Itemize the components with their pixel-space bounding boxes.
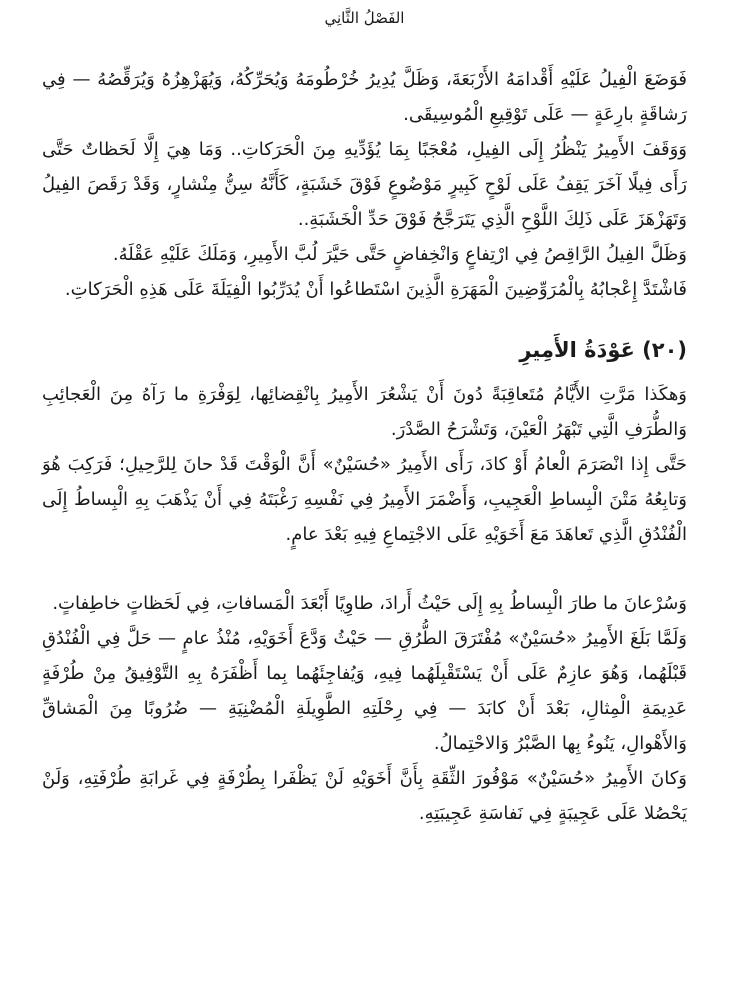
paragraph-gap	[42, 552, 687, 586]
paragraph: وَهكَذا مَرَّتِ الأَيَّامُ مُتَعاقِبَةً دُونَ أَنْ يَشْعُرَ الأَمِيرُ بِانْقِضائِها، لِوَفْرَةِ ما رَآهُ مِنَ الْعَجائِبِ وَالطُّرَفِ الَّتِي تَبْهَرُ الْعَيْنَ، وَتَشْرَحُ الصَّدْرَ.	[42, 384, 687, 440]
section-top-text	[42, 62, 687, 307]
chapter-header: الفَصْلُ الثَّانِي	[324, 9, 405, 27]
paragraph: وَلَمَّا بَلَغَ الأَمِيرُ «حُسَيْنٌ» مُفْتَرَقَ الطُّرُقِ — حَيْثُ وَدَّعَ أَخَوَيْهِ، مُنْذُ عامٍ — حَلَّ فِي الْفُنْدُقِ قَبْلَهُما، وَهُوَ عازِمٌ عَلَى أَنْ يَسْتَقْبِلَهُما فِيهِ، وَيُفاجِئَهُما بِما أَظْفَرَهُ بِهِ التَّوْفِيقُ مِنْ طُرْفَةٍ عَدِيمَةِ الْمِثالِ، بَعْدَ أَنْ كابَدَ — فِي رِحْلَتِهِ الطَّوِيلَةِ الْمُضْنِيَةِ — ضُرُوبًا مِنَ الْمَشاقِّ وَالأَهْوالِ، يَنُوءُ بِها الصَّبْرُ وَالاحْتِمالُ.	[42, 628, 687, 754]
section-20-text-a	[42, 377, 687, 552]
paragraph: وَكانَ الأَمِيرُ «حُسَيْنٌ» مَوْفُورَ الثِّقَةِ بِأَنَّ أَخَوَيْهِ لَنْ يَظْفَرا بِطُرْفَةٍ فِي غَرابَةِ طُرْفَتِهِ، وَلَنْ يَحْصُلا عَلَى عَجِيبَةٍ فِي نَفاسَةِ عَجِيبَتِهِ.	[42, 768, 687, 824]
paragraph: وَظَلَّ الفِيلُ الرَّاقِصُ فِي ارْتِفاعٍ وَانْخِفاضٍ حَتَّى حَيَّرَ لُبَّ الأَمِيرِ، وَمَلَكَ عَلَيْهِ عَقْلَهُ.	[112, 244, 687, 265]
paragraph: فَاشْتَدَّ إِعْجابُهُ بِالْمُرَوِّضِينَ الْمَهَرَةِ الَّذِينَ اسْتَطاعُوا أَنْ يُدَرِّبُوا الْفِيَلَةَ عَلَى هَذِهِ الْحَرَكاتِ.	[64, 279, 687, 300]
paragraph: وَوَقَفَ الأَمِيرُ يَنْظُرُ إِلَى الفِيلِ، مُعْجَبًا بِمَا يُؤَدِّيهِ مِنَ الْحَرَكاتِ.. وَمَا هِيَ إِلَّا لَحَظاتٌ حَتَّى رَأَى فِيلًا آخَرَ يَقِفُ عَلَى لَوْحٍ كَبِيرٍ مَوْضُوعٍ فَوْقَ خَشَبَةٍ، كَأَنَّهُ سِنُّ مِنْشارٍ، وَقَدْ رَقَصَ الفِيلُ وَتَهَزْهَزَ عَلَى ذَلِكَ اللَّوْحِ الَّذِي يَتَرَجَّحُ فَوْقَ حَدِّ الْخَشَبَةِ..	[42, 139, 687, 230]
section-heading: (٢٠) عَوْدَةُ الأَمِيرِ	[519, 338, 687, 362]
paragraph: وَسُرْعانَ ما طارَ الْبِساطُ بِهِ إِلَى حَيْثُ أَرادَ، طاوِيًا أَبْعَدَ الْمَسافاتِ، فِي لَحَظاتٍ خاطِفاتٍ.	[52, 593, 687, 614]
paragraph: فَوَضَعَ الْفِيلُ عَلَيْهِ أَقْدامَهُ الأَرْبَعَةَ، وَظَلَّ يُدِيرُ خُرْطُومَهُ وَيُحَرِّكُهُ، وَيُهَزْهِزُهُ وَيُرَقِّصُهُ — فِي رَشاقَةٍ بارِعَةٍ — عَلَى تَوْقِيعِ الْمُوسِيقَى.	[42, 69, 687, 125]
paragraph: حَتَّى إِذا انْصَرَمَ الْعامُ أَوْ كادَ، رَأَى الأَمِيرُ «حُسَيْنٌ» أَنَّ الْوَقْتَ قَدْ حانَ لِلرَّحِيلِ؛ فَرَكِبَ هُوَ وَتابِعُهُ مَتْنَ الْبِساطِ الْعَجِيبِ، وَأَضْمَرَ الأَمِيرُ فِي نَفْسِهِ رَغْبَتَهُ فِي أَنْ يَذْهَبَ بِهِ الْبِساطُ إِلَى الْفُنْدُقِ الَّذِي تَعاهَدَ مَعَ أَخَوَيْهِ عَلَى الاجْتِماعِ فِيهِ بَعْدَ عامٍ.	[42, 454, 687, 545]
section-20-text-b	[42, 586, 687, 831]
